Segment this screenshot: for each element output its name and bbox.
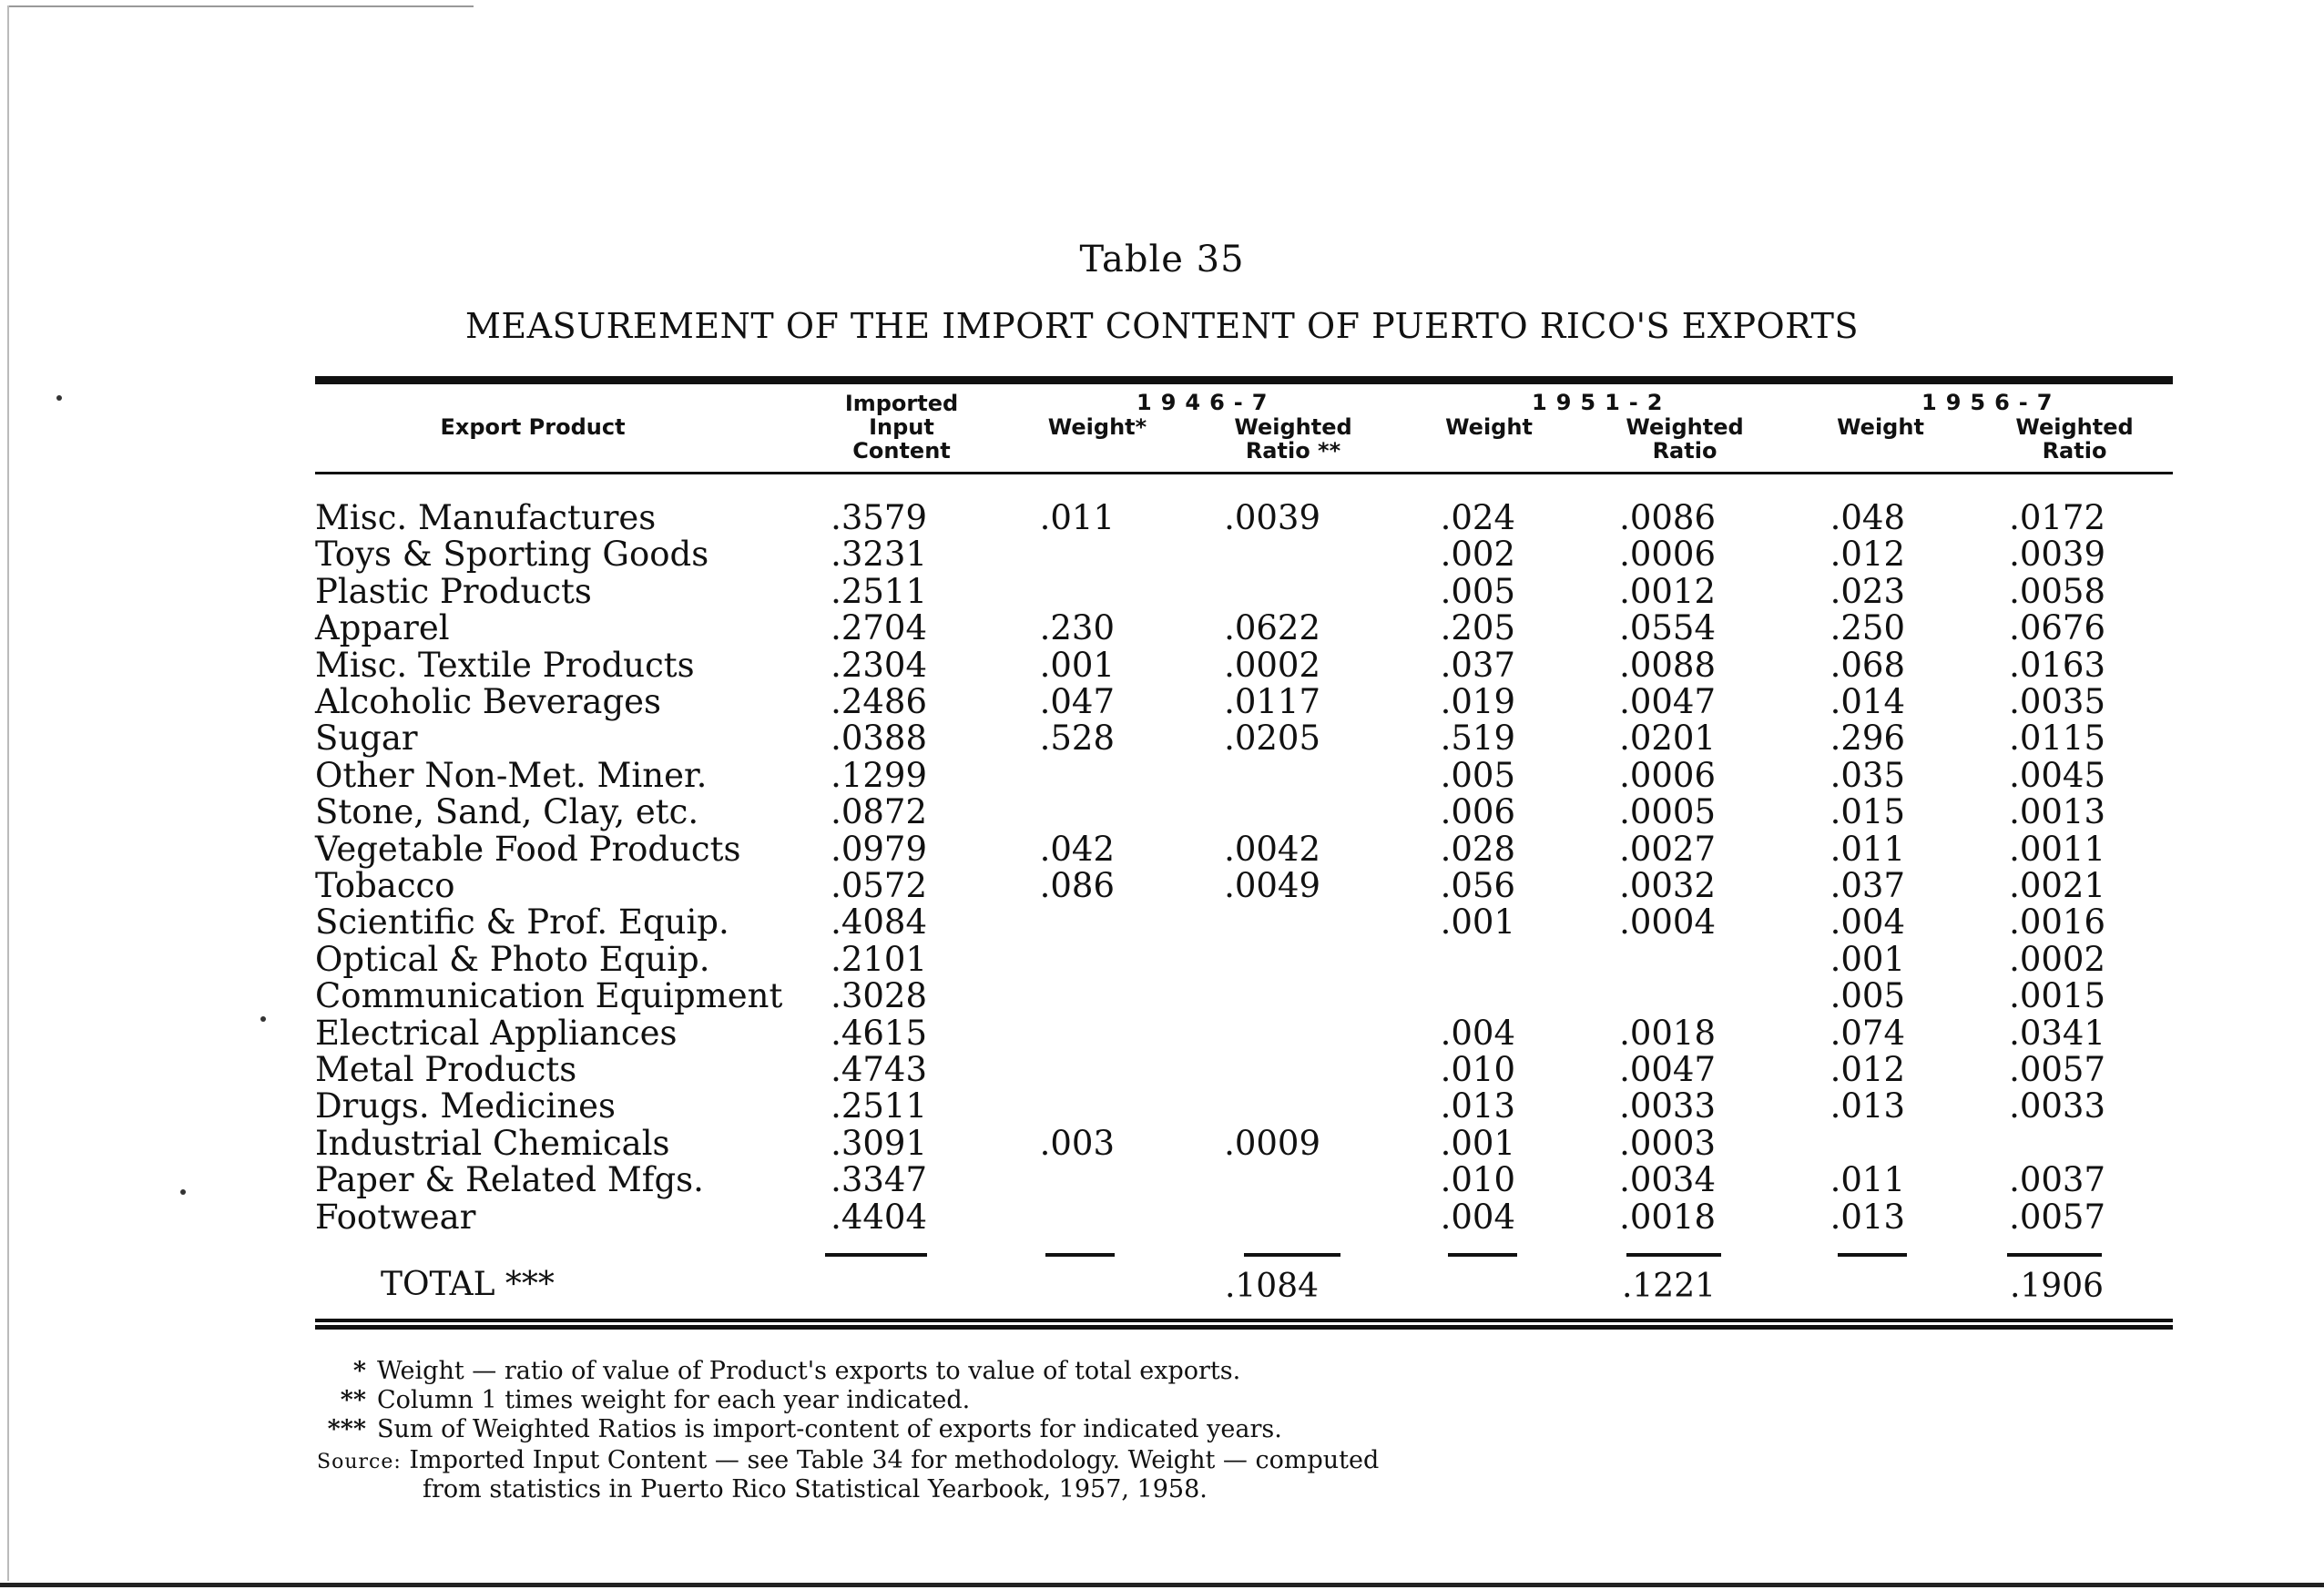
cell-imported-input-content: .4404 <box>831 1197 927 1237</box>
cell-weight-1951: .205 <box>1440 608 1515 648</box>
cell-imported-input-content: .2704 <box>831 608 927 648</box>
cell-weighted-ratio-1946: .0009 <box>1224 1123 1320 1163</box>
table-row <box>0 1015 2324 1052</box>
cell-export-product: Sugar <box>315 719 418 759</box>
cell-weight-1956: .035 <box>1830 755 1905 795</box>
cell-weight-1956: .005 <box>1830 976 1905 1016</box>
total-rule-w1956 <box>1838 1253 1907 1257</box>
cell-weighted-ratio-1956: .0163 <box>2009 645 2105 685</box>
cell-weighted-ratio-1956: .0172 <box>2009 498 2105 537</box>
page-edge-bottom <box>0 1583 2324 1587</box>
cell-export-product: Misc. Manufactures <box>315 498 657 537</box>
total-rule-r1951 <box>1626 1253 1721 1257</box>
total-rule-w1946 <box>1045 1253 1115 1257</box>
scan-speck <box>56 395 62 401</box>
total-rule-r1946 <box>1244 1253 1340 1257</box>
table-row <box>0 571 2324 611</box>
cell-weight-1946: .001 <box>1039 645 1115 685</box>
cell-imported-input-content: .3579 <box>831 498 927 537</box>
cell-weight-1956: .014 <box>1830 682 1905 721</box>
source-note: Source: Imported Input Content — see Table 34 for methodology. Weight — computed <box>317 1446 1380 1474</box>
header-year-1946: 1946-7 <box>1137 390 1277 415</box>
cell-weighted-ratio-1956: .0039 <box>2009 535 2105 575</box>
cell-weight-1946: .047 <box>1039 682 1115 721</box>
total-rule-r1956 <box>2007 1253 2102 1257</box>
table-row <box>0 868 2324 904</box>
table-row <box>0 500 2324 536</box>
cell-weighted-ratio-1951: .0027 <box>1619 829 1716 869</box>
table-row <box>0 904 2324 941</box>
cell-weight-1951: .519 <box>1440 719 1515 759</box>
header-weighted-ratio-1951: Weighted Ratio <box>1626 414 1744 464</box>
header-weight-1946: Weight* <box>1047 414 1147 440</box>
table-row <box>0 939 2324 979</box>
cell-export-product: Toys & Sporting Goods <box>315 535 709 575</box>
table-row <box>0 755 2324 795</box>
cell-weighted-ratio-1951: .0006 <box>1619 755 1716 795</box>
cell-weight-1951: .010 <box>1440 1160 1515 1200</box>
header-export-product: Export Product <box>440 414 626 440</box>
cell-weight-1951: .028 <box>1440 829 1515 869</box>
cell-weight-1951: .002 <box>1440 535 1515 575</box>
total-rule-w1951 <box>1448 1253 1517 1257</box>
total-weighted-ratio-1951: .1221 <box>1621 1268 1716 1305</box>
table-row <box>0 684 2324 720</box>
cell-export-product: Footwear <box>315 1197 476 1237</box>
cell-export-product: Industrial Chemicals <box>315 1123 670 1163</box>
footnote-1: * Weight — ratio of value of Product's exports to value of total exports. <box>352 1357 1241 1385</box>
cell-weight-1951: .056 <box>1440 866 1515 905</box>
cell-weighted-ratio-1946: .0039 <box>1224 498 1320 537</box>
table-title: MEASUREMENT OF THE IMPORT CONTENT OF PUERTO RICO'S EXPORTS <box>465 306 1859 346</box>
cell-weight-1956: .011 <box>1830 1160 1905 1200</box>
cell-weighted-ratio-1951: .0047 <box>1619 682 1716 721</box>
cell-imported-input-content: .0572 <box>831 866 927 905</box>
cell-weight-1951: .005 <box>1440 755 1515 795</box>
cell-imported-input-content: .0979 <box>831 829 927 869</box>
cell-weight-1956: .048 <box>1830 498 1905 537</box>
cell-imported-input-content: .3028 <box>831 976 927 1016</box>
cell-weighted-ratio-1951: .0034 <box>1619 1160 1716 1200</box>
cell-weight-1951: .001 <box>1440 1123 1515 1163</box>
cell-weighted-ratio-1946: .0002 <box>1224 645 1320 685</box>
table-row <box>0 978 2324 1014</box>
cell-weighted-ratio-1951: .0088 <box>1619 645 1716 685</box>
header-weighted-ratio-1946: Weighted Ratio ** <box>1234 414 1352 464</box>
header-weight-1956: Weight <box>1837 414 1924 440</box>
cell-imported-input-content: .2304 <box>831 645 927 685</box>
table-row <box>0 610 2324 647</box>
table-row <box>0 794 2324 831</box>
cell-weight-1951: .001 <box>1440 902 1515 943</box>
table-row <box>0 831 2324 868</box>
header-weight-1951: Weight <box>1445 414 1533 440</box>
cell-export-product: Drugs. Medicines <box>315 1086 616 1126</box>
cell-weight-1946: .230 <box>1039 608 1115 648</box>
cell-weight-1946: .011 <box>1039 498 1115 537</box>
cell-weighted-ratio-1946: .0049 <box>1224 866 1320 905</box>
cell-weighted-ratio-1956: .0011 <box>2009 829 2105 869</box>
cell-weighted-ratio-1951: .0006 <box>1619 535 1716 575</box>
cell-imported-input-content: .3347 <box>831 1160 927 1200</box>
cell-weighted-ratio-1956: .0013 <box>2009 792 2105 832</box>
table-row <box>0 720 2324 757</box>
cell-export-product: Paper & Related Mfgs. <box>315 1160 704 1200</box>
cell-imported-input-content: .4084 <box>831 902 927 943</box>
cell-weighted-ratio-1956: .0037 <box>2009 1160 2105 1200</box>
cell-imported-input-content: .1299 <box>831 755 927 795</box>
cell-imported-input-content: .2511 <box>831 571 927 611</box>
table-bottom-rule <box>315 1319 2173 1322</box>
header-top-rule <box>315 376 2173 384</box>
cell-weighted-ratio-1956: .0058 <box>2009 571 2105 611</box>
cell-weight-1946: .003 <box>1039 1123 1115 1163</box>
cell-weight-1956: .013 <box>1830 1086 1905 1126</box>
source-note-continued: from statistics in Puerto Rico Statistical Yearbook, 1957, 1958. <box>423 1475 1208 1503</box>
cell-weight-1956: .011 <box>1830 829 1905 869</box>
cell-weighted-ratio-1956: .0057 <box>2009 1050 2105 1089</box>
header-bottom-rule <box>315 472 2173 474</box>
cell-weighted-ratio-1951: .0033 <box>1619 1086 1716 1126</box>
cell-weight-1951: .024 <box>1440 498 1515 537</box>
table-row <box>0 1052 2324 1088</box>
table-bottom-rule-2 <box>315 1325 2173 1330</box>
cell-weighted-ratio-1951: .0032 <box>1619 866 1716 905</box>
cell-weighted-ratio-1956: .0057 <box>2009 1197 2105 1237</box>
cell-weighted-ratio-1946: .0205 <box>1224 719 1320 759</box>
cell-weighted-ratio-1946: .0117 <box>1224 682 1320 721</box>
footnote-2: ** Column 1 times weight for each year indicated. <box>340 1386 971 1414</box>
cell-weight-1946: .086 <box>1039 866 1115 905</box>
cell-weighted-ratio-1951: .0047 <box>1619 1050 1716 1089</box>
header-year-1951: 1951-2 <box>1532 390 1672 415</box>
cell-weighted-ratio-1951: .0003 <box>1619 1123 1716 1163</box>
cell-export-product: Alcoholic Beverages <box>315 682 662 721</box>
cell-export-product: Vegetable Food Products <box>315 829 741 869</box>
cell-weight-1951: .004 <box>1440 1197 1515 1237</box>
cell-weight-1951: .019 <box>1440 682 1515 721</box>
cell-imported-input-content: .4615 <box>831 1013 927 1053</box>
cell-weight-1956: .012 <box>1830 535 1905 575</box>
cell-export-product: Misc. Textile Products <box>315 645 695 685</box>
cell-weight-1956: .074 <box>1830 1013 1905 1053</box>
cell-weighted-ratio-1951: .0018 <box>1619 1013 1716 1053</box>
cell-weighted-ratio-1956: .0045 <box>2009 755 2105 795</box>
cell-weight-1956: .015 <box>1830 792 1905 832</box>
table-row <box>0 1088 2324 1125</box>
cell-imported-input-content: .0388 <box>831 719 927 759</box>
cell-weight-1956: .004 <box>1830 902 1905 943</box>
table-row <box>0 1162 2324 1198</box>
cell-weighted-ratio-1956: .0035 <box>2009 682 2105 721</box>
cell-weight-1951: .004 <box>1440 1013 1515 1053</box>
cell-weight-1951: .005 <box>1440 571 1515 611</box>
cell-weighted-ratio-1951: .0005 <box>1619 792 1716 832</box>
cell-weighted-ratio-1956: .0033 <box>2009 1086 2105 1126</box>
cell-weight-1956: .296 <box>1830 719 1905 759</box>
table-row <box>0 536 2324 573</box>
cell-export-product: Stone, Sand, Clay, etc. <box>315 792 699 832</box>
cell-weight-1951: .006 <box>1440 792 1515 832</box>
header-year-1956: 1956-7 <box>1921 390 2062 415</box>
cell-imported-input-content: .2486 <box>831 682 927 721</box>
table-row <box>0 1199 2324 1236</box>
cell-weighted-ratio-1951: .0004 <box>1619 902 1716 943</box>
cell-export-product: Communication Equipment <box>315 976 783 1016</box>
table-row <box>0 647 2324 684</box>
cell-weighted-ratio-1951: .0018 <box>1619 1197 1716 1237</box>
cell-export-product: Tobacco <box>315 866 455 905</box>
cell-weighted-ratio-1956: .0021 <box>2009 866 2105 905</box>
cell-export-product: Optical & Photo Equip. <box>315 939 710 979</box>
cell-imported-input-content: .4743 <box>831 1050 927 1089</box>
cell-imported-input-content: .0872 <box>831 792 927 832</box>
cell-weighted-ratio-1951: .0201 <box>1619 719 1716 759</box>
cell-imported-input-content: .2101 <box>831 939 927 979</box>
cell-weight-1951: .037 <box>1440 645 1515 685</box>
cell-weighted-ratio-1951: .0012 <box>1619 571 1716 611</box>
cell-weight-1946: .042 <box>1039 829 1115 869</box>
cell-export-product: Electrical Appliances <box>315 1013 678 1053</box>
cell-weight-1956: .250 <box>1830 608 1905 648</box>
cell-weighted-ratio-1951: .0554 <box>1619 608 1716 648</box>
cell-weighted-ratio-1946: .0622 <box>1224 608 1320 648</box>
cell-weight-1951: .013 <box>1440 1086 1515 1126</box>
cell-weight-1956: .037 <box>1830 866 1905 905</box>
cell-weighted-ratio-1956: .0341 <box>2009 1013 2105 1053</box>
table-number: Table 35 <box>1079 239 1245 280</box>
cell-weight-1946: .528 <box>1039 719 1115 759</box>
cell-export-product: Scientific & Prof. Equip. <box>315 902 729 943</box>
total-rule-iic <box>825 1253 927 1257</box>
total-weighted-ratio-1946: .1084 <box>1224 1268 1319 1305</box>
cell-weighted-ratio-1956: .0015 <box>2009 976 2105 1016</box>
total-weighted-ratio-1956: .1906 <box>2009 1268 2104 1305</box>
footnote-3: *** Sum of Weighted Ratios is import-content of exports for indicated years. <box>327 1415 1282 1443</box>
cell-export-product: Metal Products <box>315 1050 577 1089</box>
total-label: TOTAL *** <box>381 1266 555 1303</box>
cell-weighted-ratio-1951: .0086 <box>1619 498 1716 537</box>
cell-weight-1956: .001 <box>1830 939 1905 979</box>
cell-weighted-ratio-1956: .0115 <box>2009 719 2105 759</box>
cell-weight-1951: .010 <box>1440 1050 1515 1089</box>
cell-imported-input-content: .3231 <box>831 535 927 575</box>
cell-export-product: Other Non-Met. Miner. <box>315 755 708 795</box>
cell-weight-1956: .013 <box>1830 1197 1905 1237</box>
cell-weighted-ratio-1946: .0042 <box>1224 829 1320 869</box>
cell-weighted-ratio-1956: .0002 <box>2009 939 2105 979</box>
cell-weight-1956: .023 <box>1830 571 1905 611</box>
cell-weighted-ratio-1956: .0016 <box>2009 902 2105 943</box>
cell-imported-input-content: .3091 <box>831 1123 927 1163</box>
header-imported-input-content: Imported Input Content <box>844 391 959 464</box>
table-row <box>0 1123 2324 1163</box>
cell-weight-1956: .068 <box>1830 645 1905 685</box>
cell-imported-input-content: .2511 <box>831 1086 927 1126</box>
cell-weighted-ratio-1956: .0676 <box>2009 608 2105 648</box>
page-edge-top <box>7 5 474 7</box>
cell-export-product: Apparel <box>315 608 450 648</box>
header-weighted-ratio-1956: Weighted Ratio <box>2015 414 2134 464</box>
cell-weight-1956: .012 <box>1830 1050 1905 1089</box>
cell-export-product: Plastic Products <box>315 571 592 611</box>
